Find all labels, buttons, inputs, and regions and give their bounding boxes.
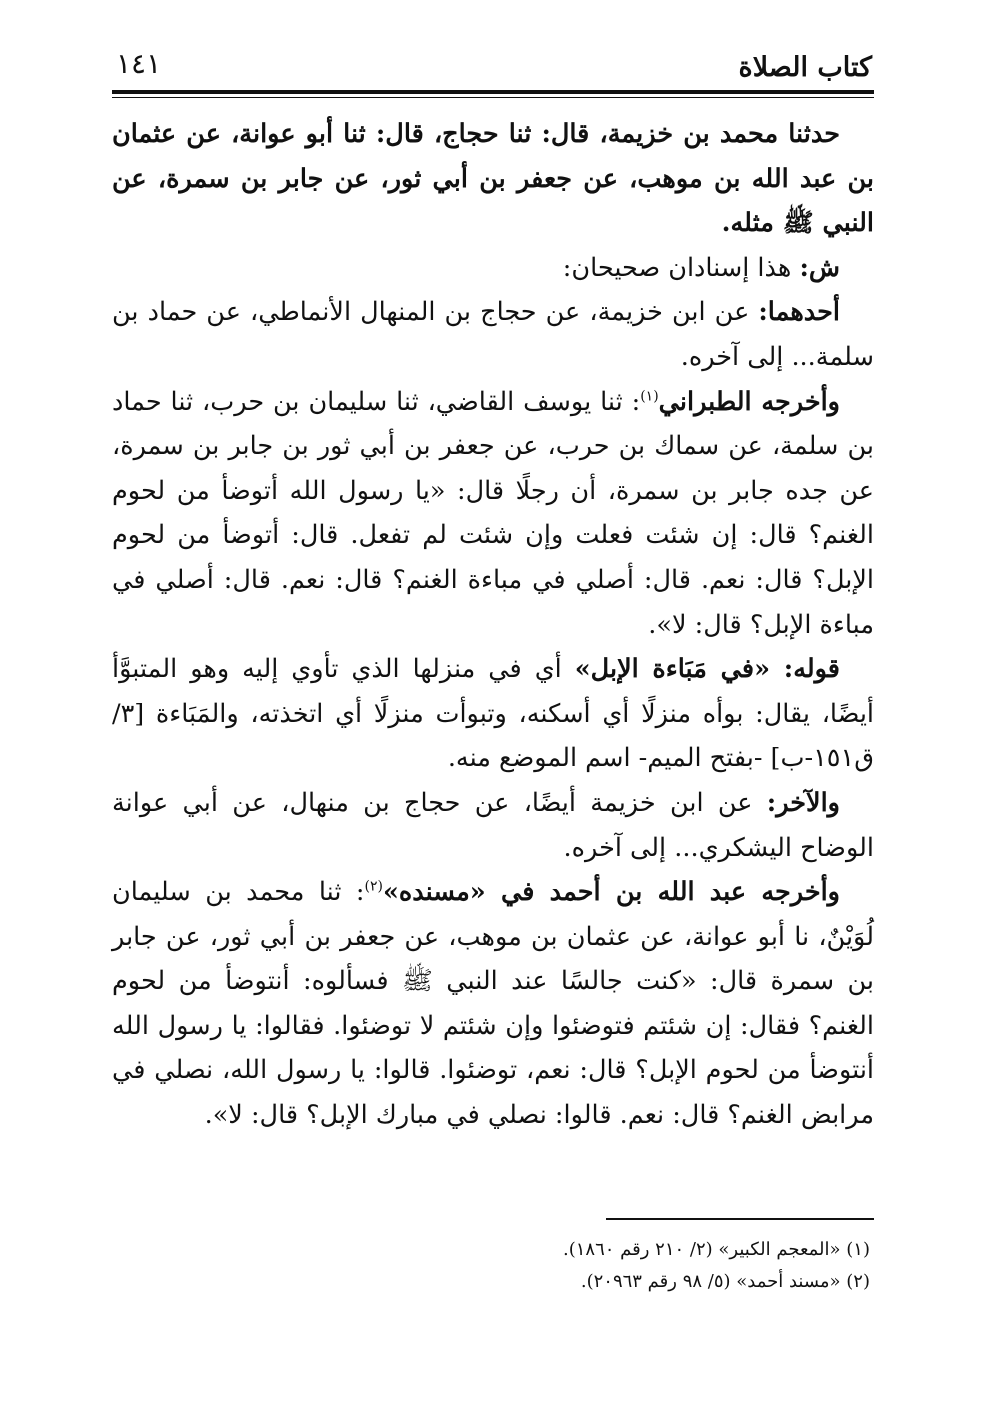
main-text — [112, 112, 874, 1138]
footnote-ref-1: (١) — [640, 388, 659, 405]
footnotes — [112, 1234, 870, 1298]
paragraph-commentary-intro — [112, 246, 874, 291]
paragraph-tabarani — [112, 380, 874, 648]
paragraph-text: : ثنا محمد بن سليمان لُوَيْنٌ، نا أبو عوانة، عن عثمان بن موهب، عن جعفر بن أبي ثور، عن جابر بن سمرة قال: «كنت جالسًا عند النبي ﷺ فسألوه: أنتوضأ من لحوم الغنم؟ فقال: إن شئتم فتوضئوا وإن شئتم لا توضئوا. فقالوا: يا رسول الله أنتوضأ من لحوم الإبل؟ قال: نعم، توضئوا. قالوا: يا رسول الله، نصلي في مرابض الغنم؟ قال: نعم. قالوا: نصلي في مبارك الإبل؟ قال: لا». — [112, 877, 874, 1131]
paragraph-second-chain — [112, 781, 874, 870]
header-rule-thick — [112, 90, 874, 94]
paragraph-text: هذا إسنادان صحيحان: — [562, 252, 800, 283]
paragraph-lead: أحدهما: — [758, 297, 840, 328]
footnote-1: (١) «المعجم الكبير» (٢/ ٢١٠ رقم ١٨٦٠). — [563, 1239, 870, 1260]
header-rule-thin — [112, 97, 874, 98]
paragraph-gloss — [112, 647, 874, 781]
paragraph-text: أي في منزلها الذي تأوي إليه وهو المتبوَّأ أيضًا، يقال: بوأه منزلًا أي أسكنه، وتبوأت منزلًا أي اتخذته، والمَبَاءة [٣/ ق١٥١-ب] -بفتح الميم- اسم الموضع منه. — [112, 654, 874, 774]
footnote-ref-2: (٢) — [364, 878, 383, 895]
paragraph-lead: وأخرجه عبد الله بن أحمد في «مسنده» — [382, 877, 840, 908]
paragraph-lead: والآخر: — [766, 787, 840, 818]
footnote-2: (٢) «مسند أحمد» (٥/ ٩٨ رقم ٢٠٩٦٣). — [580, 1271, 870, 1292]
paragraph-lead: وأخرجه الطبراني — [658, 386, 840, 417]
footnote-divider — [606, 1218, 874, 1220]
paragraph-text: : ثنا يوسف القاضي، ثنا سليمان بن حرب، ثنا حماد بن سلمة، عن سماك بن حرب، عن جعفر بن أبي ثور بن جابر بن سمرة، عن جده جابر بن سمرة، أن رجلًا قال: «يا رسول الله أتوضأ من لحوم الغنم؟ قال: إن شئت فعلت وإن شئت لم تفعل. قال: أتوضأ من لحوم الإبل؟ قال: نعم. قال: أصلي في مباءة الغنم؟ قال: نعم. قال: أصلي في مباءة الإبل؟ قال: لا». — [112, 386, 874, 640]
page-number: ١٤١ — [116, 47, 162, 80]
page-header — [112, 42, 874, 94]
paragraph-lead: قوله: «في مَبَاءة الإبل» — [574, 654, 840, 685]
paragraph-hadith-chain: حدثنا محمد بن خزيمة، قال: ثنا حجاج، قال: ثنا أبو عوانة، عن عثمان بن عبد الله بن موهب، عن جعفر بن أبي ثور، عن جابر بن سمرة، عن النبي ﷺ مثله. — [112, 119, 874, 239]
paragraph-text: عن ابن خزيمة، عن حجاج بن المنهال الأنماطي، عن حماد بن سلمة... إلى آخره. — [112, 297, 874, 372]
paragraph-first-chain — [112, 290, 874, 379]
commentary-marker: ش: — [799, 252, 840, 283]
paragraph-text: عن ابن خزيمة أيضًا، عن حجاج بن منهال، عن أبي عوانة الوضاح اليشكري... إلى آخره. — [112, 787, 874, 863]
running-head: كتاب الصلاة — [738, 52, 872, 83]
paragraph-musnad — [112, 870, 874, 1138]
